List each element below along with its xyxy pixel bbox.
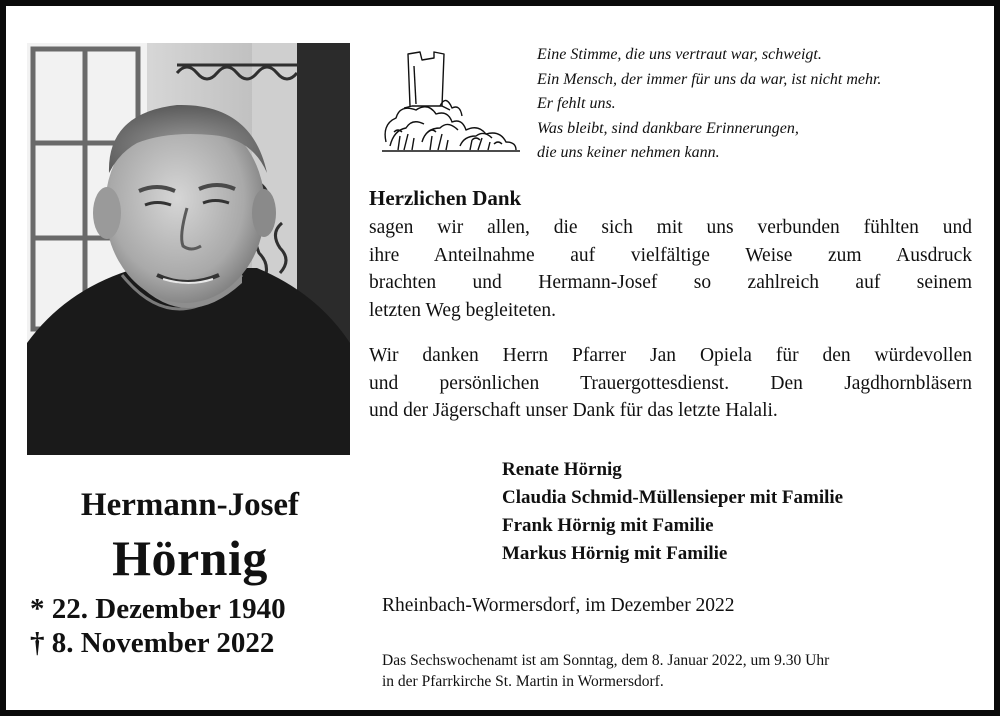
note-line: in der Pfarrkirche St. Martin in Wormersdorf. (382, 673, 664, 690)
signatory: Markus Hörnig mit Familie (502, 543, 728, 564)
signatory: Frank Hörnig mit Familie (502, 515, 714, 536)
life-dates (30, 592, 350, 660)
deceased-name (20, 485, 360, 587)
poem-line: die uns keiner nehmen kann. (537, 144, 720, 161)
text-line: ihre Anteilnahme auf vielfältige Weise zum Ausdruck (369, 244, 972, 266)
castle-ruin-icon (382, 46, 520, 154)
poem-line: Er fehlt uns. (537, 95, 616, 112)
birth-date: * 22. Dezember 1940 (30, 593, 286, 625)
mass-note (382, 650, 972, 692)
last-name: Hörnig (112, 530, 268, 586)
first-name: Hermann-Josef (80, 487, 300, 523)
text-line: und persönlichen Trauergottesdienst. Den Jagdhornbläsern (369, 372, 972, 394)
thanks-paragraph-1 (369, 214, 972, 324)
place-date: Rheinbach-Wormersdorf, im Dezember 2022 (382, 595, 735, 616)
thanks-heading: Herzlichen Dank (369, 186, 522, 210)
text-line: sagen wir allen, die sich mit uns verbunden fühlten und (369, 217, 972, 238)
memorial-poem (537, 43, 977, 166)
thanks-paragraph-2 (369, 342, 972, 425)
signatories (502, 456, 843, 568)
text-line: brachten und Hermann-Josef so zahlreich auf seinem (369, 272, 972, 293)
portrait-photo (27, 43, 350, 455)
poem-line: Ein Mensch, der immer für uns da war, ist nicht mehr. (537, 70, 882, 88)
text-line: Wir danken Herrn Pfarrer Jan Opiela für den würdevollen (369, 345, 972, 366)
text-line: und der Jägerschaft unser Dank für das letzte Halali. (369, 400, 778, 421)
signatory: Claudia Schmid-Müllensieper mit Familie (502, 487, 844, 508)
poem-line: Eine Stimme, die uns vertraut war, schweigt. (537, 46, 822, 63)
death-date: † 8. November 2022 (30, 627, 275, 659)
poem-line: Was bleibt, sind dankbare Erinnerungen, (537, 119, 799, 137)
signatory: Renate Hörnig (502, 459, 622, 480)
note-line: Das Sechswochenamt ist am Sonntag, dem 8. Januar 2022, um 9.30 Uhr (382, 652, 830, 669)
text-line: letzten Weg begleiteten. (369, 299, 557, 321)
